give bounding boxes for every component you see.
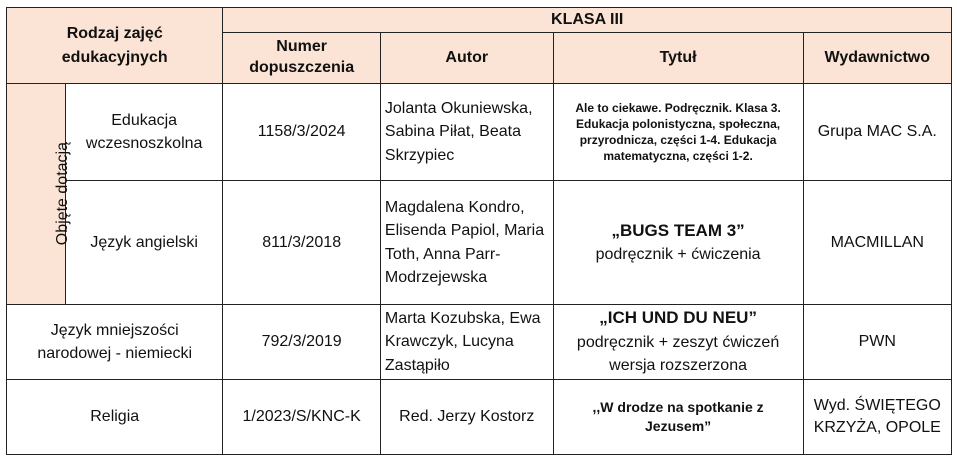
- subject-cell: Język angielski: [65, 181, 222, 305]
- title-cell: [553, 181, 803, 305]
- table-row: [7, 84, 952, 181]
- publisher-cell: MACMILLAN: [803, 181, 951, 305]
- publisher-cell: Wyd. ŚWIĘTEGO KRZYŻA, OPOLE: [803, 380, 951, 455]
- author-cell: Marta Kozubska, Ewa Krawczyk, Lucyna Zastąpiło: [380, 305, 553, 380]
- title-sub: podręcznik + zeszyt ćwiczeń wersja rozszerzona: [576, 334, 780, 375]
- number-cell: 792/3/2019: [223, 305, 380, 380]
- title-main: ,,W drodze na spotkanie z Jezusem”: [592, 399, 764, 434]
- title-main: „BUGS TEAM 3”: [611, 220, 745, 240]
- title-cell: [553, 380, 803, 455]
- header-klasa: KLASA III: [223, 8, 952, 33]
- header-wydawnictwo: Wydawnictwo: [803, 33, 951, 84]
- publisher-cell: Grupa MAC S.A.: [803, 84, 951, 181]
- title-main: Ale to ciekawe. Podręcznik. Klasa 3. Edukacja polonistyczna, społeczna, przyrodnicza, części 1-4. Edukacja matematyczna, części 1-2.: [575, 100, 781, 164]
- table-row: [7, 181, 952, 305]
- number-cell: 811/3/2018: [223, 181, 380, 305]
- subject-cell: Religia: [7, 380, 223, 455]
- title-sub: podręcznik + ćwiczenia: [595, 246, 761, 264]
- publisher-cell: PWN: [803, 305, 951, 380]
- author-cell: Jolanta Okuniewska, Sabina Piłat, Beata Skrzypiec: [380, 84, 553, 181]
- header-tytul: Tytuł: [553, 33, 803, 84]
- title-cell: [553, 305, 803, 380]
- author-cell: Magdalena Kondro, Elisenda Papiol, Maria Toth, Anna Parr-Modrzejewska: [380, 181, 553, 305]
- header-autor: Autor: [380, 33, 553, 84]
- title-cell: [553, 84, 803, 181]
- number-cell: 1158/3/2024: [223, 84, 380, 181]
- table-row: [7, 380, 952, 455]
- subject-cell: Język mniejszości narodowej - niemiecki: [7, 305, 223, 380]
- title-main: „ICH UND DU NEU”: [599, 308, 757, 328]
- author-cell: Red. Jerzy Kostorz: [380, 380, 553, 455]
- number-cell: 1/2023/S/KNC-K: [223, 380, 380, 455]
- subject-cell: Edukacja wczesnoszkolna: [65, 84, 222, 181]
- group-label-cell: [7, 84, 71, 305]
- textbook-table: [6, 7, 952, 455]
- table-row: [7, 305, 952, 380]
- header-rodzaj: Rodzaj zajęć edukacyjnych: [7, 8, 223, 84]
- group-label: Objęte dotacją: [54, 142, 71, 246]
- header-numer: Numer dopuszczenia: [223, 33, 380, 84]
